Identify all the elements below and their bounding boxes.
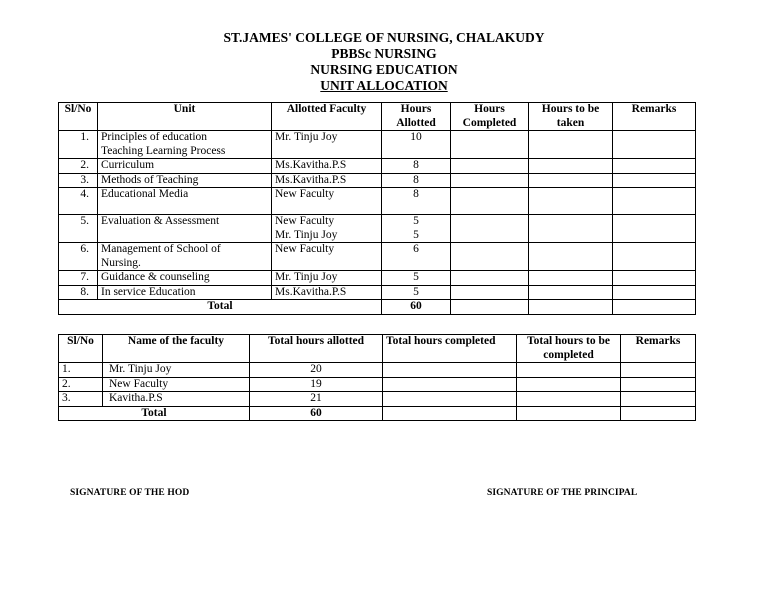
unit-row-hours: 10 [382, 131, 451, 159]
principal-signature-label: SIGNATURE OF THE PRINCIPAL [487, 488, 638, 498]
faculty-row-completed [383, 392, 517, 407]
unit-row [59, 215, 696, 243]
faculty-row-number: 3. [59, 392, 103, 407]
unit-row-unit: Educational Media [98, 188, 272, 215]
unit-row-hours: 8 [382, 173, 451, 188]
col-header-hours-allotted: Hours Allotted [382, 103, 451, 131]
unit-row-remarks [613, 188, 696, 215]
unit-row-to-take [529, 285, 613, 300]
faculty-row-remarks [621, 363, 696, 378]
col-header-hours-completed: Hours Completed [451, 103, 529, 131]
unit-row-hours: 8 [382, 159, 451, 174]
unit-row-faculty: New Faculty [272, 243, 382, 271]
unit-row-completed [451, 188, 529, 215]
unit-row-number: 2. [59, 159, 98, 174]
unit-row-remarks [613, 215, 696, 243]
unit-row-hours: 6 [382, 243, 451, 271]
unit-row-unit: Principles of education Teaching Learning Process [98, 131, 272, 159]
faculty-total-value: 60 [250, 406, 383, 421]
unit-row-completed [451, 131, 529, 159]
unit-row-completed [451, 243, 529, 271]
unit-row-remarks [613, 285, 696, 300]
unit-row-faculty: Mr. Tinju Joy [272, 131, 382, 159]
fac-col-header-completed: Total hours completed [383, 335, 517, 363]
unit-row-number: 1. [59, 131, 98, 159]
unit-row-completed [451, 285, 529, 300]
unit-row-number: 6. [59, 243, 98, 271]
faculty-row-number: 1. [59, 363, 103, 378]
unit-row-hours: 8 [382, 188, 451, 215]
unit-row-number: 4. [59, 188, 98, 215]
unit-row [59, 243, 696, 271]
faculty-row-name: New Faculty [103, 377, 250, 392]
fac-col-header-allotted: Total hours allotted [250, 335, 383, 363]
unit-row [59, 131, 696, 159]
col-header-slno: Sl/No [59, 103, 98, 131]
unit-row-to-take [529, 131, 613, 159]
fac-col-header-to-complete: Total hours to be completed [517, 335, 621, 363]
unit-row-faculty: New Faculty [272, 188, 382, 215]
unit-row-number: 3. [59, 173, 98, 188]
unit-row-remarks [613, 173, 696, 188]
faculty-total-label: Total [59, 406, 250, 421]
unit-total-value: 60 [382, 300, 451, 315]
faculty-row-allotted: 20 [250, 363, 383, 378]
unit-row-remarks [613, 243, 696, 271]
unit-row-unit: Methods of Teaching [98, 173, 272, 188]
unit-row-completed [451, 159, 529, 174]
faculty-row-completed [383, 377, 517, 392]
unit-total-label: Total [59, 300, 382, 315]
faculty-total-row [59, 406, 696, 421]
faculty-row-completed [383, 363, 517, 378]
faculty-row-remarks [621, 392, 696, 407]
faculty-row-allotted: 19 [250, 377, 383, 392]
faculty-row [59, 363, 696, 378]
unit-row-faculty: Mr. Tinju Joy [272, 271, 382, 286]
faculty-row-to-complete [517, 377, 621, 392]
faculty-row-name: Kavitha.P.S [103, 392, 250, 407]
unit-row-completed [451, 271, 529, 286]
unit-row-to-take [529, 271, 613, 286]
col-header-unit: Unit [98, 103, 272, 131]
unit-row [59, 173, 696, 188]
unit-row [59, 271, 696, 286]
unit-row-unit: Management of School of Nursing. [98, 243, 272, 271]
faculty-row-number: 2. [59, 377, 103, 392]
faculty-table-header-row [59, 335, 696, 363]
unit-row-unit: Guidance & counseling [98, 271, 272, 286]
unit-row-to-take [529, 173, 613, 188]
faculty-row-name: Mr. Tinju Joy [103, 363, 250, 378]
col-header-remarks: Remarks [613, 103, 696, 131]
document-header [0, 30, 768, 94]
unit-row-unit: Evaluation & Assessment [98, 215, 272, 243]
unit-row-unit: Curriculum [98, 159, 272, 174]
faculty-hours-table [58, 334, 696, 421]
program-name: PBBSc NURSING [331, 46, 437, 61]
unit-row [59, 285, 696, 300]
unit-allocation-table [58, 102, 696, 315]
unit-row-number: 8. [59, 285, 98, 300]
unit-row-completed [451, 173, 529, 188]
unit-row-completed [451, 215, 529, 243]
faculty-row [59, 392, 696, 407]
unit-row-hours: 5 5 [382, 215, 451, 243]
unit-row-unit: In service Education [98, 285, 272, 300]
fac-col-header-name: Name of the faculty [103, 335, 250, 363]
fac-col-header-remarks: Remarks [621, 335, 696, 363]
faculty-row-remarks [621, 377, 696, 392]
unit-row-remarks [613, 271, 696, 286]
subject-name: NURSING EDUCATION [310, 62, 458, 77]
unit-row-to-take [529, 243, 613, 271]
fac-col-header-slno: Sl/No [59, 335, 103, 363]
faculty-row-to-complete [517, 392, 621, 407]
faculty-row-allotted: 21 [250, 392, 383, 407]
unit-row-number: 7. [59, 271, 98, 286]
col-header-faculty: Allotted Faculty [272, 103, 382, 131]
hod-signature-label: SIGNATURE OF THE HOD [70, 488, 190, 498]
unit-total-row [59, 300, 696, 315]
faculty-row [59, 377, 696, 392]
unit-row-number: 5. [59, 215, 98, 243]
unit-row-hours: 5 [382, 271, 451, 286]
unit-table-header-row [59, 103, 696, 131]
unit-row-to-take [529, 188, 613, 215]
unit-row-faculty: Ms.Kavitha.P.S [272, 285, 382, 300]
unit-row-faculty: Ms.Kavitha.P.S [272, 159, 382, 174]
unit-row-remarks [613, 159, 696, 174]
unit-row-faculty: New Faculty Mr. Tinju Joy [272, 215, 382, 243]
unit-row-to-take [529, 215, 613, 243]
unit-row-to-take [529, 159, 613, 174]
college-name: ST.JAMES' COLLEGE OF NURSING, CHALAKUDY [223, 30, 545, 45]
unit-row-faculty: Ms.Kavitha.P.S [272, 173, 382, 188]
unit-row-hours: 5 [382, 285, 451, 300]
document-title: UNIT ALLOCATION [320, 78, 448, 93]
faculty-row-to-complete [517, 363, 621, 378]
unit-row [59, 188, 696, 215]
col-header-hours-to-take: Hours to be taken [529, 103, 613, 131]
unit-row [59, 159, 696, 174]
unit-row-remarks [613, 131, 696, 159]
